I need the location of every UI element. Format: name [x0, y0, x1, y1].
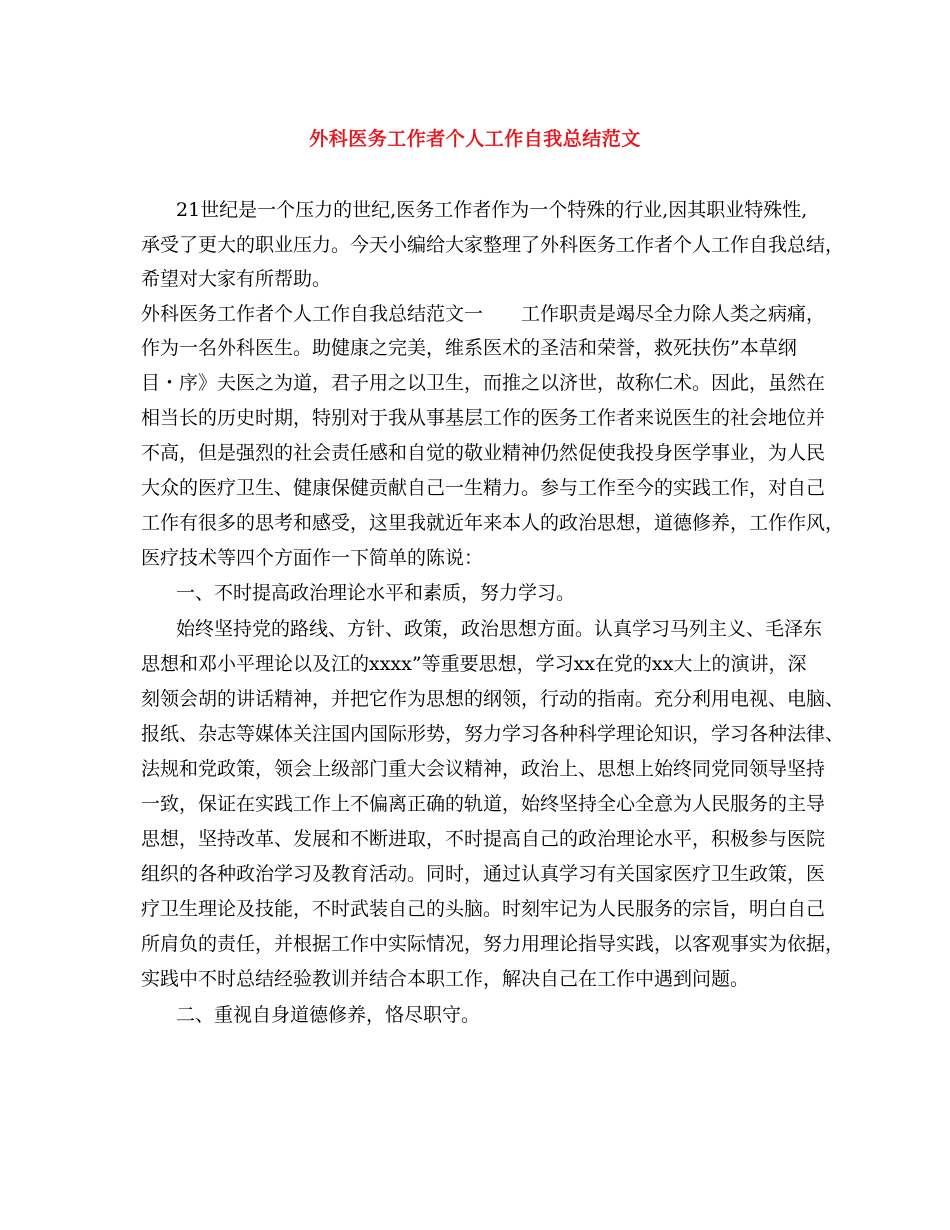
section-heading-1: 一、不时提高政治理论水平和素质，努力学习。	[176, 582, 576, 604]
body-line-21: 疗卫生理论及技能，不时武装自己的头脑。时刻牢记为人民服务的宗旨，明白自己	[141, 898, 826, 920]
body-line-22: 所肩负的责任，并根据工作中实际情况，努力用理论指导实践，以客观事实为依据，	[141, 933, 845, 955]
body-line-23: 实践中不时总结经验教训并结合本职工作，解决自己在工作中遇到问题。	[141, 968, 750, 990]
body-line-5: 作为一名外科医生。助健康之完美，维系医术的圣洁和荣誉，救死扶伤”本草纲	[141, 337, 797, 359]
body-line-16: 报纸、杂志等媒体关注国内国际形势，努力学习各种科学理论知识，学习各种法律、	[141, 723, 845, 745]
body-line-9: 大众的医疗卫生、健康保健贡献自己一生精力。参与工作至今的实践工作，对自己	[141, 477, 826, 499]
body-line-11: 医疗技术等四个方面作一下简单的陈说：	[141, 547, 484, 569]
section-heading-2: 二、重视自身道德修养，恪尽职守。	[176, 1004, 481, 1026]
body-line-19: 思想，坚持改革、发展和不断进取，不时提高自己的政治理论水平，积极参与医院	[141, 828, 826, 850]
body-line-6: 目・序》夫医之为道，君子用之以卫生，而推之以济世，故称仁术。因此，虽然在	[141, 372, 826, 394]
body-line-3: 希望对大家有所帮助。	[141, 268, 332, 290]
body-line-10: 工作有很多的思考和感受，这里我就近年来本人的政治思想，道德修养，工作作风，	[141, 512, 845, 534]
body-line-17: 法规和党政策，领会上级部门重大会议精神，政治上、思想上始终同党同领导坚持	[141, 758, 826, 780]
body-line-14: 思想和邓小平理论以及江的xxxx”等重要思想，学习xx在党的xx大上的演讲，深	[141, 653, 807, 675]
body-line-2: 承受了更大的职业压力。今天小编给大家整理了外科医务工作者个人工作自我总结，	[141, 234, 845, 256]
body-line-20: 组织的各种政治学习及教育活动。同时，通过认真学习有关国家医疗卫生政策，医	[141, 863, 826, 885]
body-line-1: 21世纪是一个压力的世纪,医务工作者作为一个特殊的行业,因其职业特殊性,	[176, 199, 808, 221]
document-title: 外科医务工作者个人工作自我总结范文	[309, 128, 641, 150]
body-line-8: 不高，但是强烈的社会责任感和自觉的敬业精神仍然促使我投身医学事业，为人民	[141, 442, 826, 464]
body-line-15: 刻领会胡的讲话精神，并把它作为思想的纲领，行动的指南。充分利用电视、电脑、	[141, 688, 845, 710]
body-line-7: 相当长的历史时期，特别对于我从事基层工作的医务工作者来说医生的社会地位并	[141, 407, 826, 429]
body-line-18: 一致，保证在实践工作上不偏离正确的轨道，始终坚持全心全意为人民服务的主导	[141, 793, 826, 815]
body-line-13: 始终坚持党的路线、方针、政策，政治思想方面。认真学习马列主义、毛泽东	[176, 618, 823, 640]
body-line-4: 外科医务工作者个人工作自我总结范文一 工作职责是竭尽全力除人类之病痛，	[141, 303, 826, 325]
